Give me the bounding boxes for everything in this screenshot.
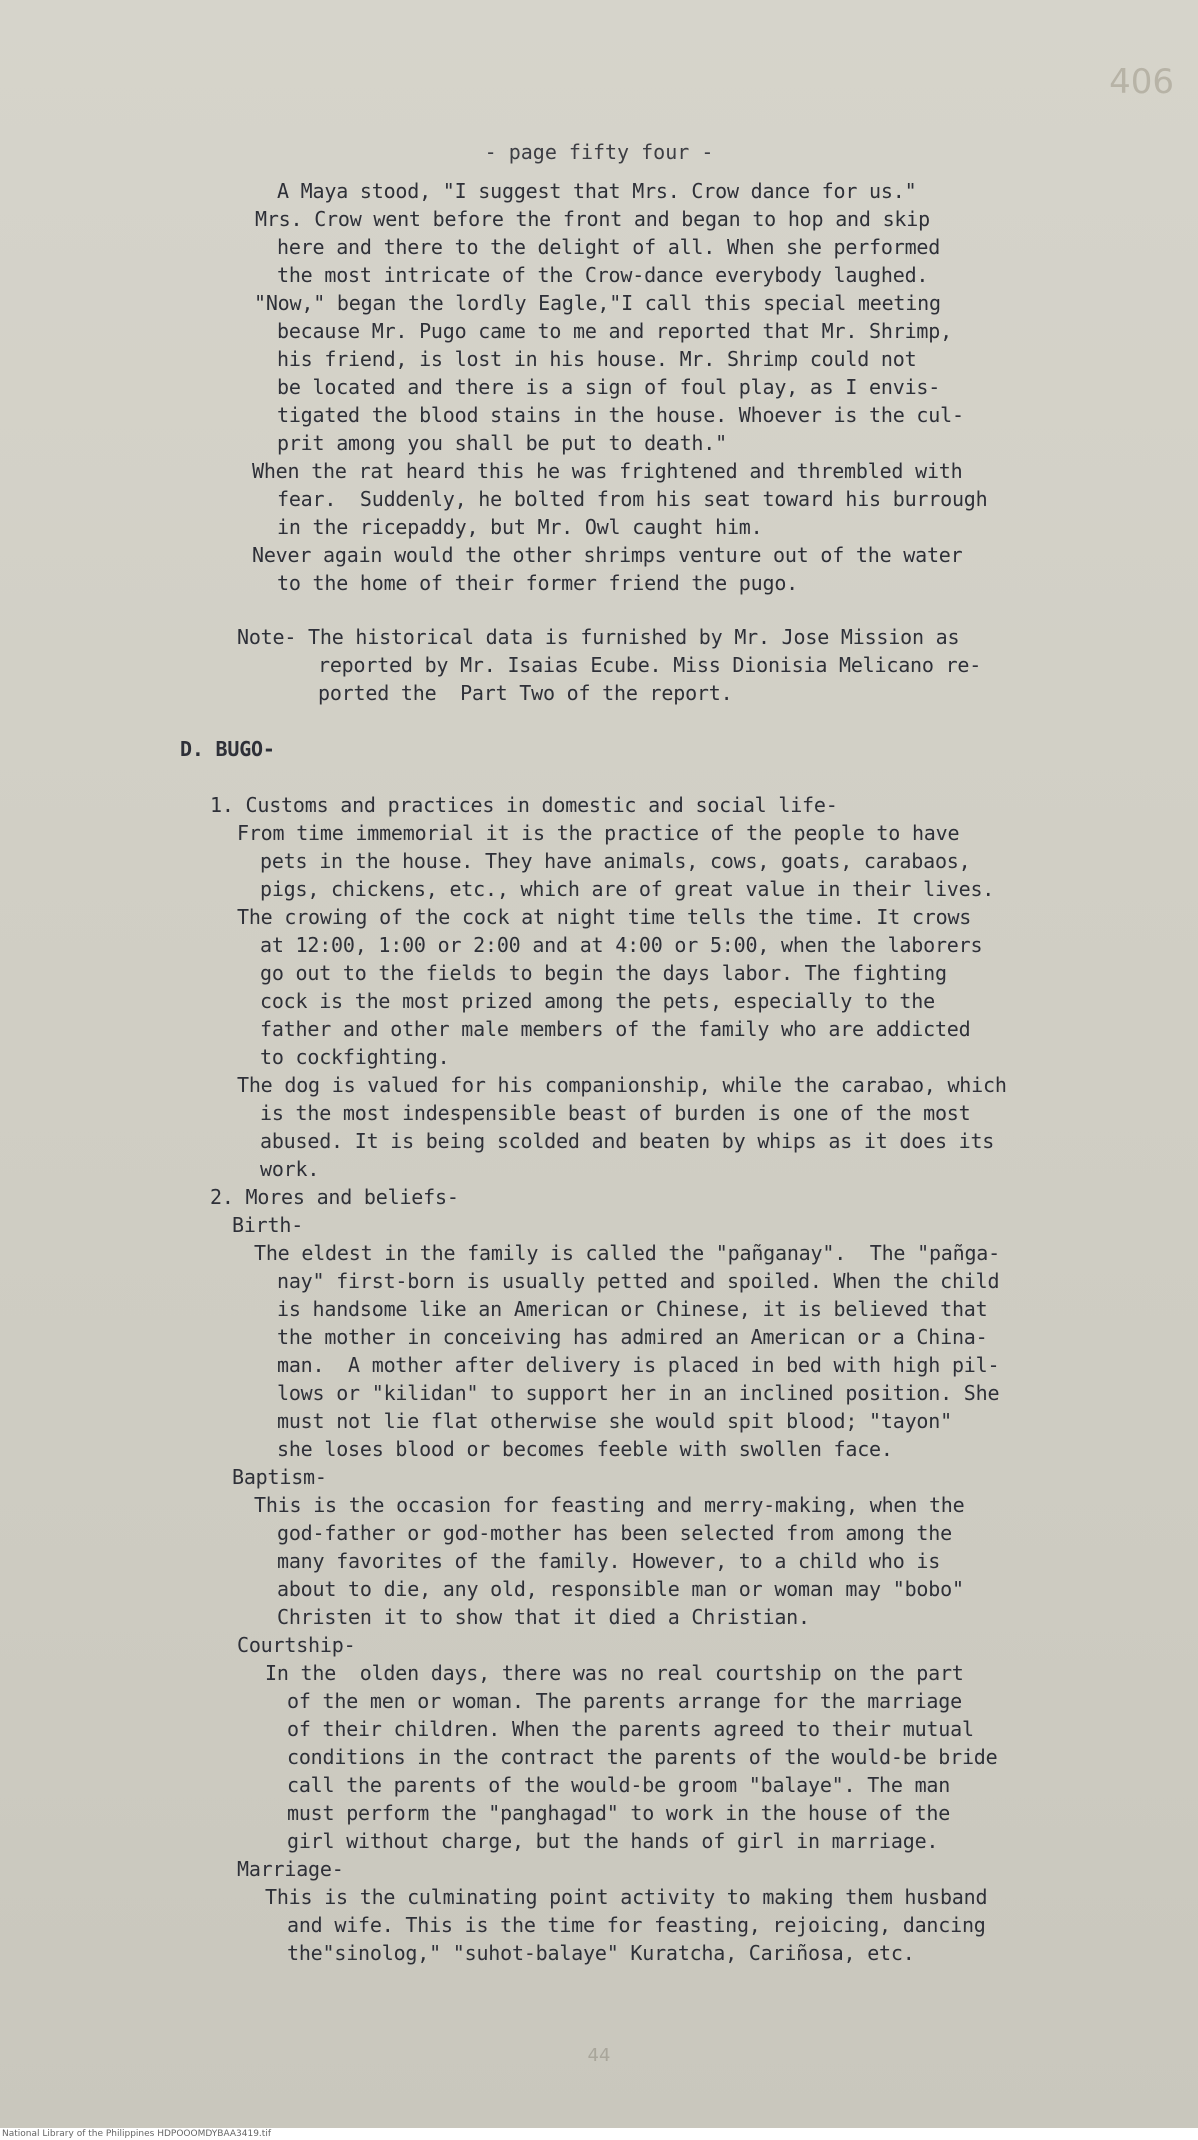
text-line: because Mr. Pugo came to me and reported that Mr. Shrimp, [277, 319, 952, 343]
text-line: reported by Mr. Isaias Ecube. Miss Dionisia Melicano re- [318, 653, 982, 677]
text-line: of the men or woman. The parents arrange for the marriage [287, 1689, 962, 1713]
text-line: is the most indespensible beast of burden is one of the most [260, 1101, 971, 1125]
text-line: she loses blood or becomes feeble with swollen face. [277, 1437, 893, 1461]
text-line: "Now," began the lordly Eagle,"I call this special meeting [254, 291, 941, 315]
text-line: nay" first-born is usually petted and spoiled. When the child [277, 1269, 1000, 1293]
footer-page-number: 44 [587, 2045, 611, 2066]
text-line: must not lie flat otherwise she would spit blood; "tayon" [277, 1409, 952, 1433]
text-line: 1. Customs and practices in domestic and social life- [210, 793, 838, 817]
text-line: girl without charge, but the hands of girl in marriage. [287, 1829, 939, 1853]
text-line: Never again would the other shrimps venture out of the water [252, 543, 963, 567]
text-line: work. [260, 1157, 320, 1181]
scan-caption: National Library of the Philippines HDPOOOMDYBAA3419.tif [2, 2129, 271, 2139]
text-line: This is the culminating point activity to making them husband [265, 1885, 988, 1909]
text-line: pets in the house. They have animals, cows, goats, carabaos, [260, 849, 971, 873]
text-line: conditions in the contract the parents of the would-be bride [287, 1745, 998, 1769]
text-line: fear. Suddenly, he bolted from his seat toward his burrough [277, 487, 988, 511]
text-line: cock is the most prized among the pets, especially to the [260, 989, 935, 1013]
text-line: Mrs. Crow went before the front and began to hop and skip [255, 207, 930, 231]
text-line: D. BUGO- [180, 737, 275, 761]
text-line: is handsome like an American or Chinese, it is believed that [277, 1297, 988, 1321]
text-line: god-father or god-mother has been selected from among the [277, 1521, 952, 1545]
text-line: Birth- [232, 1213, 304, 1237]
text-line: the mother in conceiving has admired an American or a China- [277, 1325, 988, 1349]
text-line: at 12:00, 1:00 or 2:00 and at 4:00 or 5:00, when the laborers [260, 933, 983, 957]
text-line: tigated the blood stains in the house. Whoever is the cul- [277, 403, 964, 427]
text-line: of their children. When the parents agreed to their mutual [287, 1717, 974, 1741]
text-line: pigs, chickens, etc., which are of great value in their lives. [260, 877, 995, 901]
text-line: Courtship- [237, 1633, 356, 1657]
text-line: Christen it to show that it died a Christian. [277, 1605, 810, 1629]
text-line: must perform the "panghagad" to work in the house of the [287, 1801, 951, 1825]
text-line: ported the Part Two of the report. [318, 681, 733, 705]
text-line: in the ricepaddy, but Mr. Owl caught him. [277, 515, 763, 539]
text-line: From time immemorial it is the practice of the people to have [237, 821, 960, 845]
text-line: to cockfighting. [260, 1045, 450, 1069]
text-line: be located and there is a sign of foul play, as I envis- [277, 375, 941, 399]
text-line: Note- The historical data is furnished by Mr. Jose Mission as [237, 625, 960, 649]
text-line: The dog is valued for his companionship, while the carabao, which [237, 1073, 1007, 1097]
text-line: about to die, any old, responsible man or woman may "bobo" [277, 1577, 964, 1601]
text-line: the most intricate of the Crow-dance everybody laughed. [277, 263, 929, 287]
text-line: lows or "kilidan" to support her in an inclined position. She [277, 1381, 1000, 1405]
text-line: In the olden days, there was no real courtship on the part [265, 1661, 964, 1685]
scan-caption-bar [0, 2128, 1198, 2140]
text-line: When the rat heard this he was frightened and thrembled with [252, 459, 963, 483]
text-line: The crowing of the cock at night time tells the time. It crows [237, 905, 972, 929]
text-line: many favorites of the family. However, to a child who is [277, 1549, 941, 1573]
text-line: call the parents of the would-be groom "balaye". The man [287, 1773, 951, 1797]
text-line: Marriage- [237, 1857, 344, 1881]
text-line: man. A mother after delivery is placed in bed with high pil- [277, 1353, 1000, 1377]
text-line: 2. Mores and beliefs- [210, 1185, 459, 1209]
page-header: - page fifty four - [484, 140, 714, 164]
text-line: Baptism- [232, 1465, 327, 1489]
text-line: to the home of their former friend the pugo. [277, 571, 799, 595]
text-line: his friend, is lost in his house. Mr. Shrimp could not [277, 347, 917, 371]
text-line: and wife. This is the time for feasting, rejoicing, dancing [287, 1913, 986, 1937]
archive-page-number: 406 [1109, 62, 1174, 102]
text-line: The eldest in the family is called the "pañganay". The "pañga- [254, 1241, 1000, 1265]
text-line: abused. It is being scolded and beaten by whips as it does its [260, 1129, 995, 1153]
text-line: prit among you shall be put to death." [277, 431, 727, 455]
text-line: go out to the fields to begin the days labor. The fighting [260, 961, 947, 985]
text-line: the"sinolog," "suhot-balaye" Kuratcha, Cariñosa, etc. [287, 1941, 915, 1965]
text-line: A Maya stood, "I suggest that Mrs. Crow dance for us." [277, 179, 917, 203]
text-line: here and there to the delight of all. When she performed [277, 235, 941, 259]
text-line: father and other male members of the family who are addicted [260, 1017, 971, 1041]
text-line: This is the occasion for feasting and merry-making, when the [254, 1493, 965, 1517]
